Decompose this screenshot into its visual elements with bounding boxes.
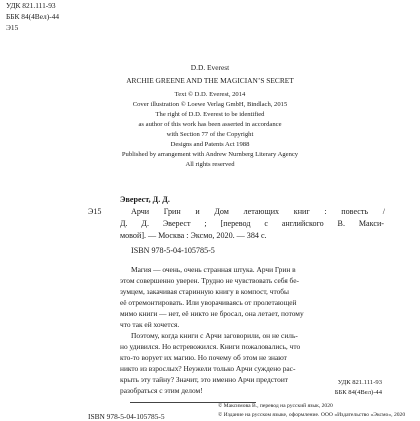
annotation-line: мимо книги — нет, её никто не бросал, она летает, потому [120,309,304,318]
udk-code: УДК 821.111-93 [6,1,56,10]
copyright-line: as author of this work has been asserted in accordance [138,121,282,128]
original-author: D.D. Everest [190,63,230,72]
copyright-line: The right of D.D. Everest to be identified [155,111,265,118]
annotation-line: Поэтому, когда книги с Арчи заговорили, он не силь- [131,331,298,340]
catalog-author: Эверест, Д. Д. [120,195,170,204]
copyright-line: Published by arrangement with Andrew Nurnberg Literary Agency [121,151,299,158]
bbk-code: ББК 84(4Вел)-44 [6,12,60,21]
catalog-isbn: ISBN 978-5-04-105785-5 [131,246,215,255]
catalog-line: Д. Д. Эверест ; [перевод с английского В. Макси- [120,219,384,228]
rights-line: © Издание на русском языке, оформление. ООО «Издательство «Эксмо», 2020 [218,412,406,418]
annotation-line: что так ей хочется. [120,320,180,329]
annotation-line: разобраться с этим делом! [120,386,203,395]
annotation-line: никто из взрослых? Неужели только Арчи суждено рас- [120,364,296,373]
copyright-line: Cover illustration © Loewe Verlag GmbH, Bindlach, 2015 [132,101,288,108]
catalog-code: Э15 [88,207,102,216]
copyright-line: Designs and Patents Act 1988 [170,141,250,148]
copyright-line: All rights reserved [185,161,235,168]
annotation-line: крыть эту тайну? Значит, это именно Арчи предстоит [120,375,289,384]
annotation-line: кто-то ворует их магию. Но почему об этом не знают [120,353,287,362]
author-sign: Э15 [6,23,19,32]
annotation-line: её отремонтировать. Или уворачиваясь от пролетающей [120,298,297,307]
bbk-code-bottom: ББК 84(4Вел)-44 [334,389,382,396]
annotation-line: Магия — очень, очень странная штука. Арчи Грин в [131,265,296,274]
catalog-line: Арчи Грин и Дом летающих книг : повесть / [131,207,385,216]
catalog-line: мовой]. — Москва : Эксмо, 2020. — 384 с. [120,231,267,240]
udk-code-bottom: УДК 821.111-93 [337,379,382,386]
rights-line: © Максимова В., перевод на русский язык, 2020 [218,403,333,409]
annotation-line: этом совершенно уверен. Трудно не чувствовать себя бе- [120,276,299,285]
isbn-bottom: ISBN 978-5-04-105785-5 [88,412,165,421]
copyright-line: with Section 77 of the Copyright [166,131,254,138]
annotation-line: зумцем, закачивая старинную книгу в компост, чтобы [120,287,290,296]
original-title: ARCHIE GREENE AND THE MAGICIAN’S SECRET [126,76,294,85]
copyright-line: Text © D.D. Everest, 2014 [174,91,246,98]
annotation-line: но удивился. Но встревожился. Книги пожаловались, что [120,342,301,351]
